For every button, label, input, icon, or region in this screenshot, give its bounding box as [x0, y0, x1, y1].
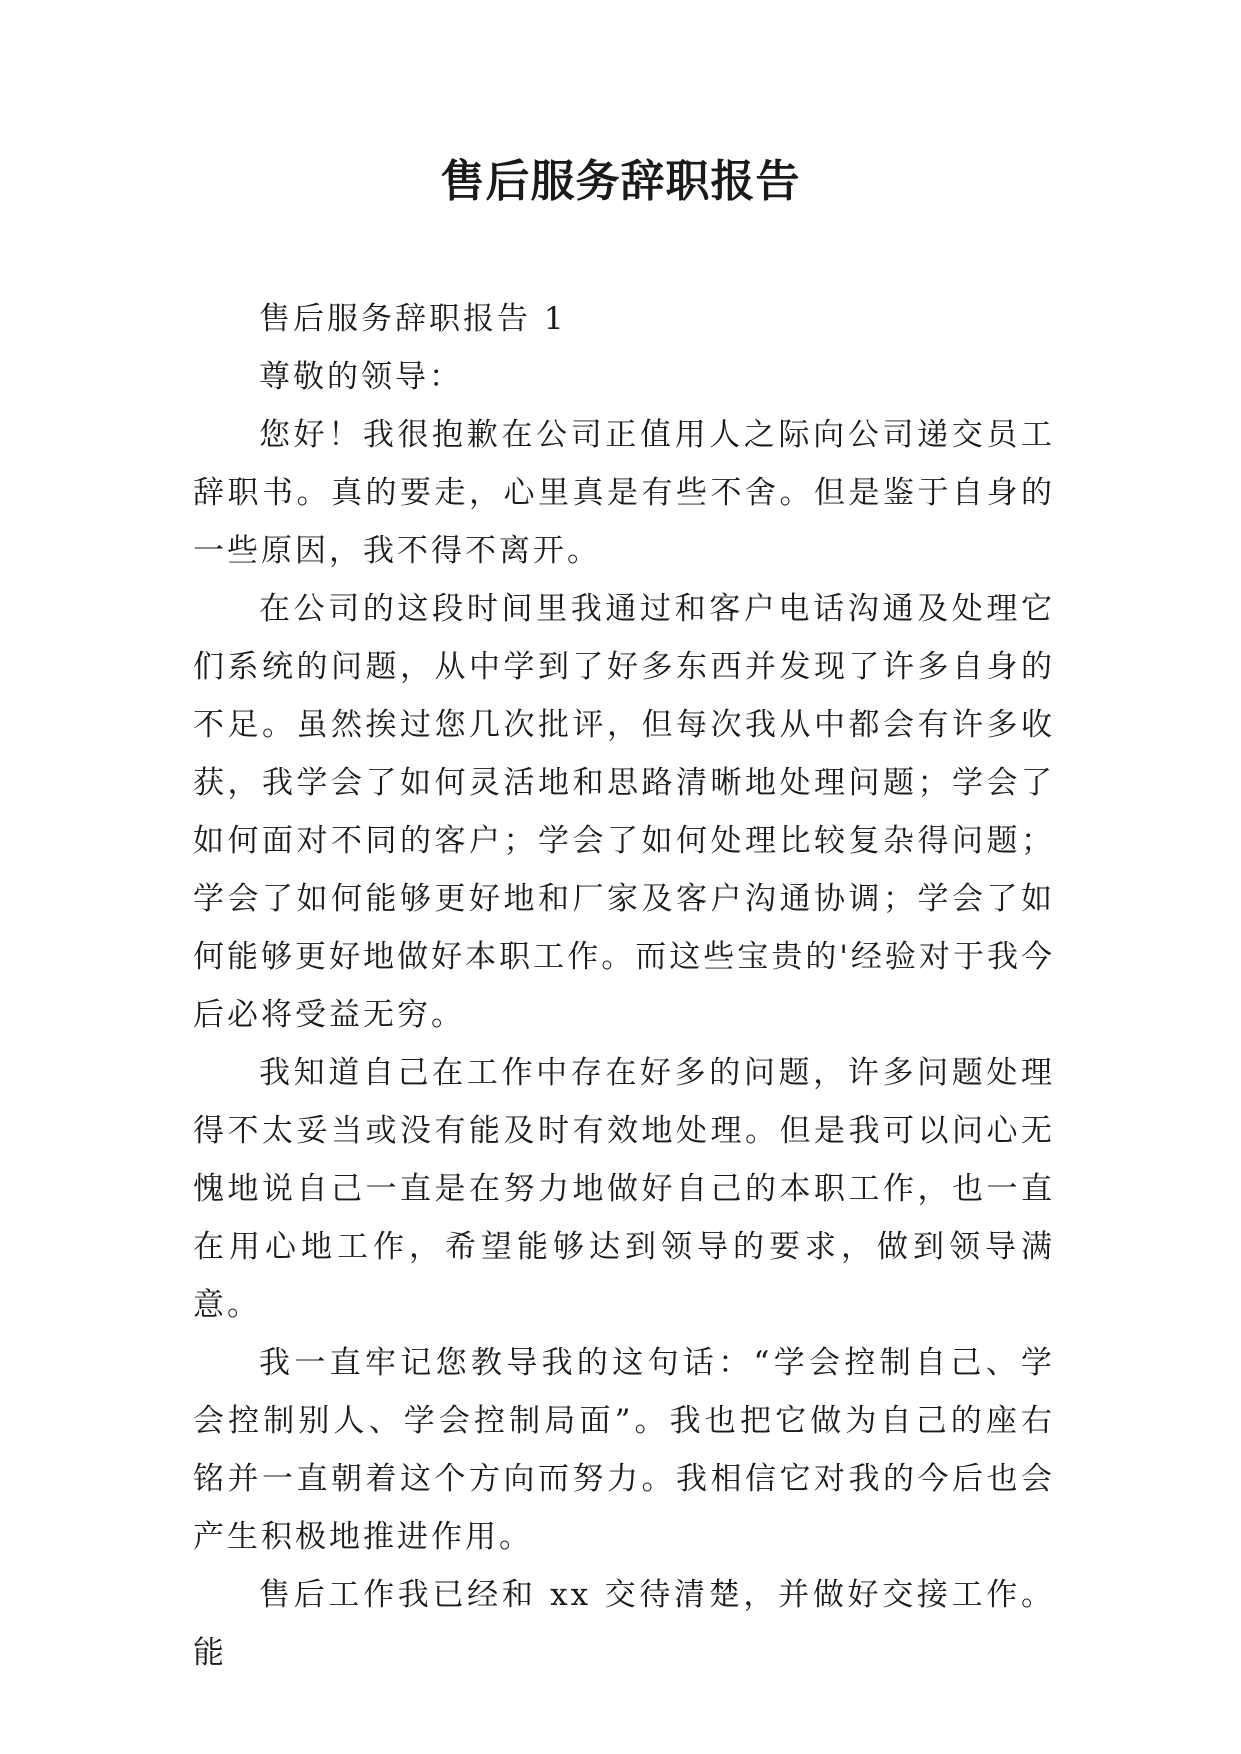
paragraph: 我知道自己在工作中存在好多的问题，许多问题处理得不太妥当或没有能及时有效地处理。但是我可以问心无愧地说自己一直是在努力地做好自己的本职工作，也一直在用心地工作，希望能够达到领导的要求，做到领导满意。 — [193, 1055, 1055, 1323]
paragraph: 您好！我很抱歉在公司正值用人之际向公司递交员工辞职书。真的要走，心里真是有些不舍。但是鉴于自身的一些原因，我不得不离开。 — [193, 417, 1055, 569]
document-title: 售后服务辞职报告 — [440, 156, 801, 207]
paragraph: 在公司的这段时间里我通过和客户电话沟通及处理它们系统的问题，从中学到了好多东西并发现了许多自身的不足。虽然挨过您几次批评，但每次我从中都会有许多收获，我学会了如何灵活地和思路清晰地处理问题；学会了如何面对不同的客户；学会了如何处理比较复杂得问题；学会了如何能够更好地和厂家及客户沟通协调；学会了如何能够更好地做好本职工作。而这些宝贵的'经验对于我今后必将受益无穷。 — [193, 591, 1055, 1033]
salutation: 尊敬的领导： — [259, 359, 463, 395]
document-body — [193, 290, 1055, 1682]
section-heading: 售后服务辞职报告 1 — [259, 301, 567, 337]
paragraph: 售后工作我已经和 xx 交待清楚，并做好交接工作。能 — [193, 1577, 1055, 1671]
paragraph: 我一直牢记您教导我的这句话：“学会控制自己、学会控制别人、学会控制局面”。我也把它做为自己的座右铭并一直朝着这个方向而努力。我相信它对我的今后也会产生积极地推进作用。 — [193, 1345, 1055, 1555]
